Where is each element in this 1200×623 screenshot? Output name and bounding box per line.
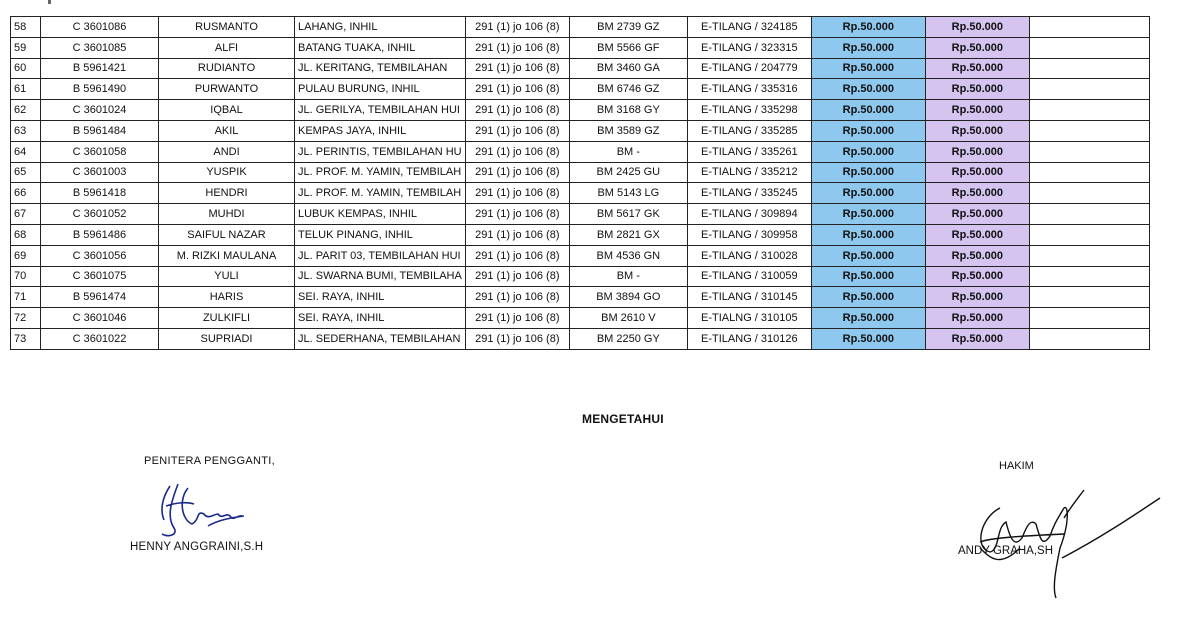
empty-cell: [1029, 79, 1149, 100]
name-cell: SAIFUL NAZAR: [159, 224, 295, 245]
code-cell: C 3601024: [41, 100, 159, 121]
row-number: 62: [11, 100, 41, 121]
row-number: 67: [11, 204, 41, 225]
plate-cell: BM 6746 GZ: [569, 79, 687, 100]
ticket-cell: E-TILANG / 335298: [687, 100, 811, 121]
row-number: 61: [11, 79, 41, 100]
address-cell: JL. PERINTIS, TEMBILAHAN HU: [295, 141, 466, 162]
violations-sheet: [10, 16, 1150, 350]
article-cell: 291 (1) jo 106 (8): [465, 120, 569, 141]
empty-cell: [1029, 100, 1149, 121]
empty-cell: [1029, 204, 1149, 225]
plate-cell: BM 4536 GN: [569, 245, 687, 266]
row-number: 58: [11, 17, 41, 38]
address-cell: SEI. RAYA, INHIL: [295, 287, 466, 308]
article-cell: 291 (1) jo 106 (8): [465, 308, 569, 329]
address-cell: SEI. RAYA, INHIL: [295, 308, 466, 329]
empty-cell: [1029, 224, 1149, 245]
judge-title: HAKIM: [999, 460, 1034, 472]
fine-cell: Rp.50.000: [811, 37, 925, 58]
fine-cell: Rp.50.000: [811, 308, 925, 329]
clerk-signature: [148, 480, 258, 542]
table-row: [11, 266, 1150, 287]
article-cell: 291 (1) jo 106 (8): [465, 328, 569, 349]
article-cell: 291 (1) jo 106 (8): [465, 224, 569, 245]
name-cell: IQBAL: [159, 100, 295, 121]
plate-cell: BM 2250 GY: [569, 328, 687, 349]
clerk-title: PENITERA PENGGANTI,: [144, 455, 276, 467]
plate-cell: BM 2425 GU: [569, 162, 687, 183]
scan-mark: [48, 0, 51, 4]
paid-cell: Rp.50.000: [925, 58, 1029, 79]
address-cell: JL. SEDERHANA, TEMBILAHAN: [295, 328, 466, 349]
article-cell: 291 (1) jo 106 (8): [465, 245, 569, 266]
table-row: [11, 287, 1150, 308]
fine-cell: Rp.50.000: [811, 287, 925, 308]
table-row: [11, 79, 1150, 100]
fine-cell: Rp.50.000: [811, 100, 925, 121]
empty-cell: [1029, 183, 1149, 204]
name-cell: ZULKIFLI: [159, 308, 295, 329]
ticket-cell: E-TILANG / 310126: [687, 328, 811, 349]
ticket-cell: E-TILANG / 335245: [687, 183, 811, 204]
name-cell: M. RIZKI MAULANA: [159, 245, 295, 266]
paid-cell: Rp.50.000: [925, 120, 1029, 141]
table-row: [11, 37, 1150, 58]
name-cell: SUPRIADI: [159, 328, 295, 349]
plate-cell: BM 2739 GZ: [569, 17, 687, 38]
fine-cell: Rp.50.000: [811, 79, 925, 100]
empty-cell: [1029, 37, 1149, 58]
clerk-name: HENNY ANGGRAINI,S.H: [130, 541, 264, 553]
plate-cell: BM 3460 GA: [569, 58, 687, 79]
address-cell: LAHANG, INHIL: [295, 17, 466, 38]
table-body: [11, 17, 1150, 350]
paid-cell: Rp.50.000: [925, 17, 1029, 38]
fine-cell: Rp.50.000: [811, 224, 925, 245]
address-cell: JL. PROF. M. YAMIN, TEMBILAH: [295, 183, 466, 204]
row-number: 73: [11, 328, 41, 349]
empty-cell: [1029, 141, 1149, 162]
code-cell: C 3601085: [41, 37, 159, 58]
fine-cell: Rp.50.000: [811, 204, 925, 225]
row-number: 68: [11, 224, 41, 245]
empty-cell: [1029, 328, 1149, 349]
paid-cell: Rp.50.000: [925, 79, 1029, 100]
table-row: [11, 120, 1150, 141]
paid-cell: Rp.50.000: [925, 287, 1029, 308]
table-row: [11, 245, 1150, 266]
address-cell: JL. PROF. M. YAMIN, TEMBILAH: [295, 162, 466, 183]
code-cell: B 5961418: [41, 183, 159, 204]
paid-cell: Rp.50.000: [925, 266, 1029, 287]
code-cell: C 3601022: [41, 328, 159, 349]
fine-cell: Rp.50.000: [811, 17, 925, 38]
name-cell: YUSPIK: [159, 162, 295, 183]
address-cell: TELUK PINANG, INHIL: [295, 224, 466, 245]
code-cell: C 3601003: [41, 162, 159, 183]
row-number: 71: [11, 287, 41, 308]
plate-cell: BM 5566 GF: [569, 37, 687, 58]
fine-cell: Rp.50.000: [811, 162, 925, 183]
article-cell: 291 (1) jo 106 (8): [465, 141, 569, 162]
code-cell: C 3601075: [41, 266, 159, 287]
name-cell: AKIL: [159, 120, 295, 141]
code-cell: B 5961486: [41, 224, 159, 245]
code-cell: C 3601058: [41, 141, 159, 162]
ticket-cell: E-TILANG / 310145: [687, 287, 811, 308]
ticket-cell: E-TIALNG / 335212: [687, 162, 811, 183]
table-row: [11, 183, 1150, 204]
empty-cell: [1029, 120, 1149, 141]
ticket-cell: E-TILANG / 310028: [687, 245, 811, 266]
row-number: 60: [11, 58, 41, 79]
table-row: [11, 328, 1150, 349]
plate-cell: BM 3168 GY: [569, 100, 687, 121]
plate-cell: BM -: [569, 266, 687, 287]
fine-cell: Rp.50.000: [811, 245, 925, 266]
paid-cell: Rp.50.000: [925, 204, 1029, 225]
empty-cell: [1029, 308, 1149, 329]
address-cell: JL. PARIT 03, TEMBILAHAN HUI: [295, 245, 466, 266]
code-cell: C 3601052: [41, 204, 159, 225]
row-number: 70: [11, 266, 41, 287]
row-number: 66: [11, 183, 41, 204]
name-cell: ANDI: [159, 141, 295, 162]
paid-cell: Rp.50.000: [925, 162, 1029, 183]
paid-cell: Rp.50.000: [925, 37, 1029, 58]
address-cell: PULAU BURUNG, INHIL: [295, 79, 466, 100]
code-cell: C 3601086: [41, 17, 159, 38]
table-row: [11, 204, 1150, 225]
fine-cell: Rp.50.000: [811, 120, 925, 141]
code-cell: B 5961484: [41, 120, 159, 141]
row-number: 63: [11, 120, 41, 141]
article-cell: 291 (1) jo 106 (8): [465, 79, 569, 100]
acknowledged-heading: MENGETAHUI: [582, 412, 664, 426]
fine-cell: Rp.50.000: [811, 183, 925, 204]
plate-cell: BM 2610 V: [569, 308, 687, 329]
code-cell: C 3601046: [41, 308, 159, 329]
article-cell: 291 (1) jo 106 (8): [465, 37, 569, 58]
name-cell: YULI: [159, 266, 295, 287]
plate-cell: BM -: [569, 141, 687, 162]
plate-cell: BM 2821 GX: [569, 224, 687, 245]
article-cell: 291 (1) jo 106 (8): [465, 204, 569, 225]
ticket-cell: E-TILANG / 323315: [687, 37, 811, 58]
code-cell: B 5961474: [41, 287, 159, 308]
judge-name: ANDY GRAHA,SH: [958, 545, 1054, 557]
article-cell: 291 (1) jo 106 (8): [465, 58, 569, 79]
row-number: 65: [11, 162, 41, 183]
name-cell: HENDRI: [159, 183, 295, 204]
empty-cell: [1029, 266, 1149, 287]
row-number: 72: [11, 308, 41, 329]
plate-cell: BM 3894 GO: [569, 287, 687, 308]
empty-cell: [1029, 162, 1149, 183]
fine-cell: Rp.50.000: [811, 328, 925, 349]
table-row: [11, 162, 1150, 183]
table-row: [11, 17, 1150, 38]
ticket-cell: E-TILANG / 335285: [687, 120, 811, 141]
code-cell: B 5961421: [41, 58, 159, 79]
plate-cell: BM 5143 LG: [569, 183, 687, 204]
address-cell: JL. GERILYA, TEMBILAHAN HUI: [295, 100, 466, 121]
ticket-cell: E-TILANG / 309894: [687, 204, 811, 225]
article-cell: 291 (1) jo 106 (8): [465, 183, 569, 204]
paid-cell: Rp.50.000: [925, 245, 1029, 266]
table-row: [11, 308, 1150, 329]
paid-cell: Rp.50.000: [925, 328, 1029, 349]
paid-cell: Rp.50.000: [925, 141, 1029, 162]
table-row: [11, 58, 1150, 79]
ticket-cell: E-TILANG / 324185: [687, 17, 811, 38]
code-cell: B 5961490: [41, 79, 159, 100]
ticket-cell: E-TILANG / 310059: [687, 266, 811, 287]
address-cell: JL. KERITANG, TEMBILAHAN: [295, 58, 466, 79]
fine-cell: Rp.50.000: [811, 141, 925, 162]
name-cell: PURWANTO: [159, 79, 295, 100]
address-cell: BATANG TUAKA, INHIL: [295, 37, 466, 58]
name-cell: ALFI: [159, 37, 295, 58]
article-cell: 291 (1) jo 106 (8): [465, 162, 569, 183]
code-cell: C 3601056: [41, 245, 159, 266]
name-cell: HARIS: [159, 287, 295, 308]
ticket-cell: E-TILANG / 335261: [687, 141, 811, 162]
paid-cell: Rp.50.000: [925, 224, 1029, 245]
address-cell: JL. SWARNA BUMI, TEMBILAHA: [295, 266, 466, 287]
row-number: 64: [11, 141, 41, 162]
table-row: [11, 100, 1150, 121]
empty-cell: [1029, 17, 1149, 38]
plate-cell: BM 3589 GZ: [569, 120, 687, 141]
paid-cell: Rp.50.000: [925, 100, 1029, 121]
name-cell: MUHDI: [159, 204, 295, 225]
ticket-cell: E-TILANG / 335316: [687, 79, 811, 100]
table-row: [11, 224, 1150, 245]
empty-cell: [1029, 245, 1149, 266]
table-row: [11, 141, 1150, 162]
ticket-cell: E-TIALNG / 310105: [687, 308, 811, 329]
address-cell: KEMPAS JAYA, INHIL: [295, 120, 466, 141]
article-cell: 291 (1) jo 106 (8): [465, 287, 569, 308]
row-number: 69: [11, 245, 41, 266]
violations-table: [10, 16, 1150, 350]
name-cell: RUDIANTO: [159, 58, 295, 79]
paid-cell: Rp.50.000: [925, 308, 1029, 329]
empty-cell: [1029, 287, 1149, 308]
paid-cell: Rp.50.000: [925, 183, 1029, 204]
fine-cell: Rp.50.000: [811, 266, 925, 287]
article-cell: 291 (1) jo 106 (8): [465, 266, 569, 287]
ticket-cell: E-TILANG / 204779: [687, 58, 811, 79]
row-number: 59: [11, 37, 41, 58]
ticket-cell: E-TILANG / 309958: [687, 224, 811, 245]
address-cell: LUBUK KEMPAS, INHIL: [295, 204, 466, 225]
article-cell: 291 (1) jo 106 (8): [465, 17, 569, 38]
plate-cell: BM 5617 GK: [569, 204, 687, 225]
empty-cell: [1029, 58, 1149, 79]
article-cell: 291 (1) jo 106 (8): [465, 100, 569, 121]
fine-cell: Rp.50.000: [811, 58, 925, 79]
name-cell: RUSMANTO: [159, 17, 295, 38]
